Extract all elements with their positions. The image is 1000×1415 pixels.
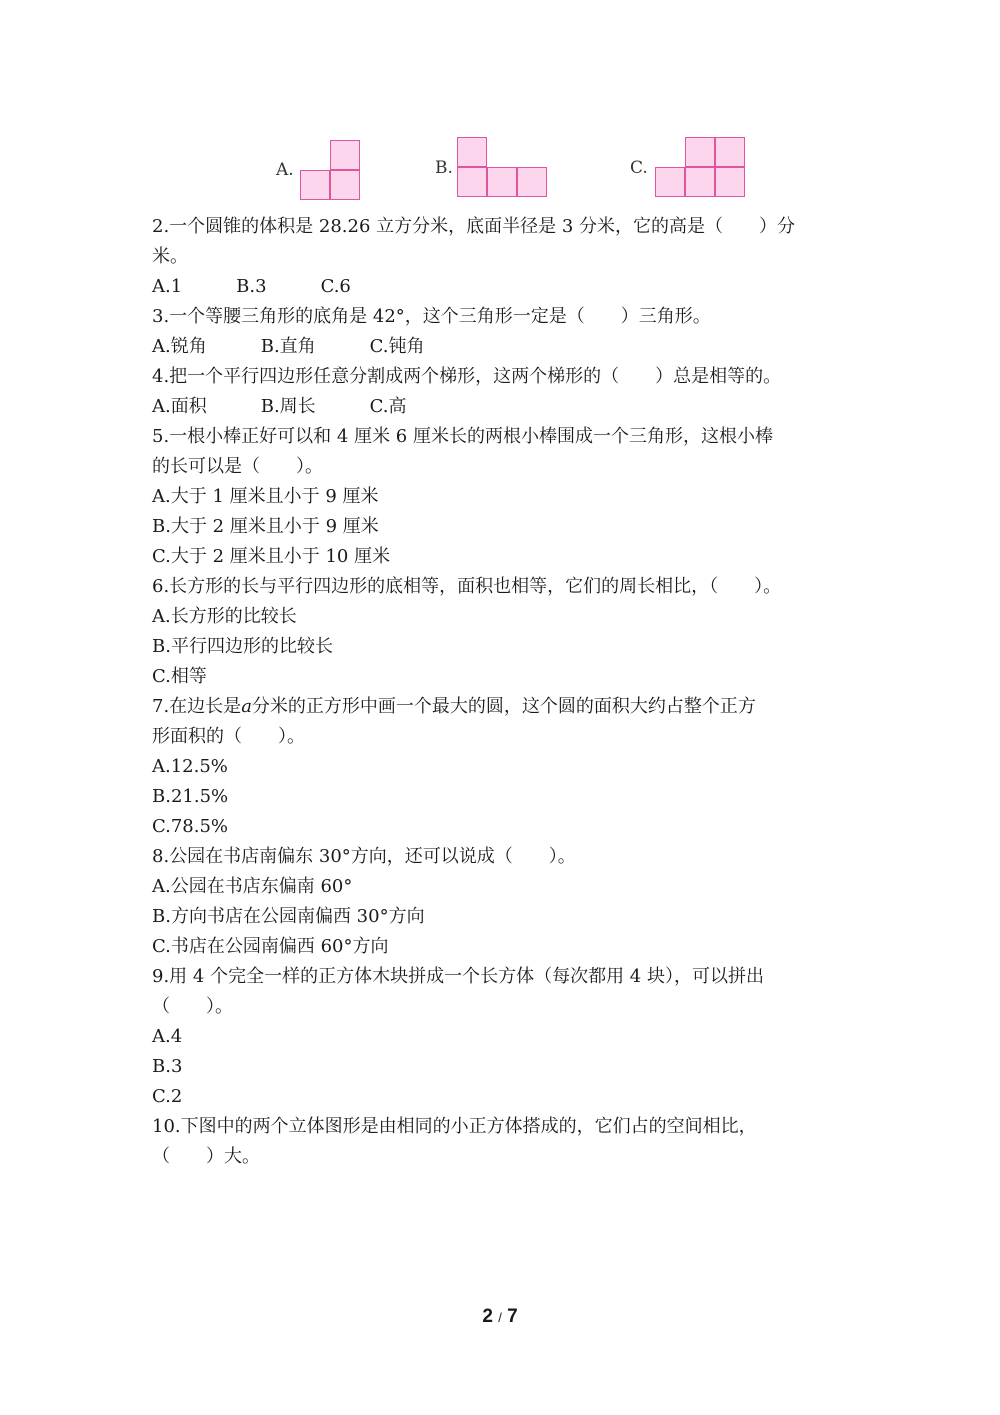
q4-options: A.面积 B.周长 C.高 [152,396,407,417]
figure-c-square [715,167,745,197]
q5-option-c: C.大于 2 厘米且小于 10 厘米 [152,546,391,567]
answer-figures [270,130,770,210]
q6-option-c: C.相等 [152,666,207,687]
question-list [152,212,872,1172]
q9-option-b: B.3 [152,1056,183,1077]
figure-c-label: C. [630,158,648,178]
q8-stem: 8.公园在书店南偏东 30°方向，还可以说成（ ）。 [152,846,576,867]
q7-stem-cont: 形面积的（ ）。 [152,726,305,747]
q6-option-a: A.长方形的比较长 [152,606,297,627]
q2-stem: 2.一个圆锥的体积是 28.26 立方分米，底面半径是 3 分米，它的高是（ ）分 [152,216,796,237]
q7-stem [152,692,872,722]
q5-option-b: B.大于 2 厘米且小于 9 厘米 [152,516,379,537]
q10-stem: 10.下图中的两个立体图形是由相同的小正方体搭成的，它们占的空间相比， [152,1116,757,1137]
q7-option-c: C.78.5% [152,816,229,837]
q8-option-b: B.方向书店在公园南偏西 30°方向 [152,906,425,927]
figure-c-square [655,167,685,197]
figure-b-square [457,167,487,197]
page-number [0,1306,1000,1328]
q9-option-c: C.2 [152,1086,183,1107]
q2-options: A.1 B.3 C.6 [152,276,351,297]
figure-a-square [300,170,330,200]
q2-stem-cont: 米。 [152,246,188,267]
figure-b-square [517,167,547,197]
q8-option-a: A.公园在书店东偏南 60° [152,876,353,897]
q6-option-b: B.平行四边形的比较长 [152,636,333,657]
q8-option-c: C.书店在公园南偏西 60°方向 [152,936,389,957]
figure-b-square [487,167,517,197]
figure-b-square [457,137,487,167]
figure-c-square [685,137,715,167]
q7-option-a: A.12.5% [152,756,228,777]
q7-variable: a [241,696,252,717]
q3-stem: 3.一个等腰三角形的底角是 42°，这个三角形一定是（ ）三角形。 [152,306,711,327]
q3-options: A.锐角 B.直角 C.钝角 [152,336,425,357]
page-separator: / [498,1310,502,1325]
figure-b-label: B. [435,158,453,178]
q6-stem: 6.长方形的长与平行四边形的底相等，面积也相等，它们的周长相比，（ ）。 [152,576,782,597]
q7-stem-post: 分米的正方形中画一个最大的圆，这个圆的面积大约占整个正方 [251,696,756,717]
figure-a-square [330,170,360,200]
q7-stem-pre: 7.在边长是 [152,696,242,717]
figure-a-label: A. [276,160,294,180]
q5-stem: 5.一根小棒正好可以和 4 厘米 6 厘米长的两根小棒围成一个三角形，这根小棒 [152,426,773,447]
q9-option-a: A.4 [152,1026,183,1047]
q4-stem: 4.把一个平行四边形任意分割成两个梯形，这两个梯形的（ ）总是相等的。 [152,366,782,387]
q9-stem-cont: （ ）。 [152,996,233,1017]
q9-stem: 9.用 4 个完全一样的正方体木块拼成一个长方体（每次都用 4 块），可以拼出 [152,966,764,987]
figure-a-square [330,140,360,170]
q7-option-b: B.21.5% [152,786,229,807]
figure-c-square [715,137,745,167]
page-total: 7 [507,1306,518,1327]
q5-stem-cont: 的长可以是（ ）。 [152,456,323,477]
q10-stem-cont: （ ）大。 [152,1146,260,1167]
figure-c-square [685,167,715,197]
q5-option-a: A.大于 1 厘米且小于 9 厘米 [152,486,379,507]
page-current: 2 [482,1306,493,1327]
